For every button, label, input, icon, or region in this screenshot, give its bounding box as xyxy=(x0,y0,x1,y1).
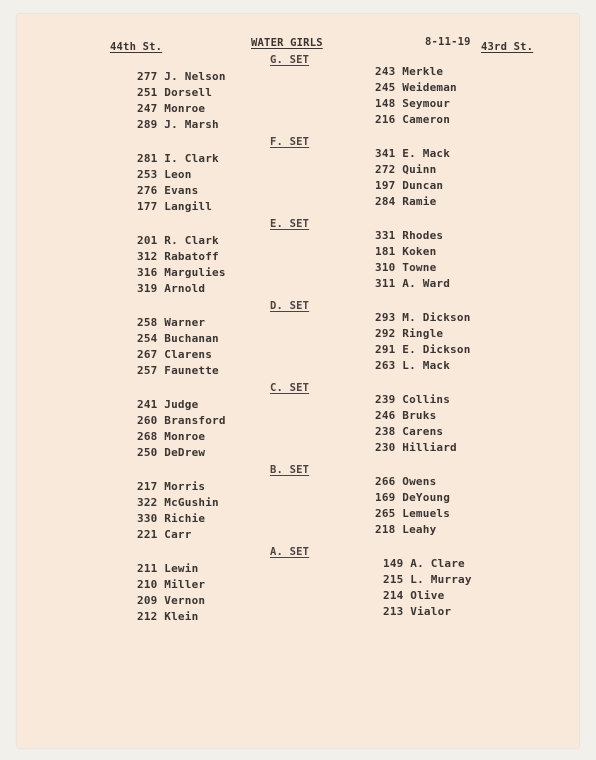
right-entry: 331 Rhodes xyxy=(375,229,444,242)
right-entry: 292 Ringle xyxy=(375,327,444,340)
left-entry: 276 Evans xyxy=(137,184,199,197)
left-entry: 319 Arnold xyxy=(137,282,206,295)
left-entry: 177 Langill xyxy=(137,200,213,213)
right-entry: 215 L. Murray xyxy=(383,573,472,586)
set-label: G. SET xyxy=(270,54,310,66)
set-label: E. SET xyxy=(270,218,310,230)
right-entry: 243 Merkle xyxy=(375,65,444,78)
right-entry: 310 Towne xyxy=(375,261,437,274)
right-entry: 213 Vialor xyxy=(383,605,452,618)
right-entry: 293 M. Dickson xyxy=(375,311,471,324)
left-entry: 241 Judge xyxy=(137,398,199,411)
right-entry: 311 A. Ward xyxy=(375,277,451,290)
right-entry: 245 Weideman xyxy=(375,81,457,94)
right-entry: 284 Ramie xyxy=(375,195,437,208)
header-title: WATER GIRLS xyxy=(251,37,323,49)
left-entry: 277 J. Nelson xyxy=(137,70,226,83)
right-entry: 266 Owens xyxy=(375,475,437,488)
left-entry: 260 Bransford xyxy=(137,414,226,427)
right-entry: 214 Olive xyxy=(383,589,445,602)
right-entry: 263 L. Mack xyxy=(375,359,451,372)
right-entry: 169 DeYoung xyxy=(375,491,451,504)
right-entry: 149 A. Clare xyxy=(383,557,465,570)
left-entry: 268 Monroe xyxy=(137,430,206,443)
set-label: B. SET xyxy=(270,464,310,476)
set-label: A. SET xyxy=(270,546,310,558)
left-entry: 212 Klein xyxy=(137,610,199,623)
set-label: F. SET xyxy=(270,136,310,148)
left-entry: 247 Monroe xyxy=(137,102,206,115)
left-entry: 322 McGushin xyxy=(137,496,219,509)
left-entry: 221 Carr xyxy=(137,528,192,541)
right-entry: 216 Cameron xyxy=(375,113,451,126)
right-entry: 239 Collins xyxy=(375,393,451,406)
right-entry: 265 Lemuels xyxy=(375,507,451,520)
left-entry: 209 Vernon xyxy=(137,594,206,607)
right-entry: 272 Quinn xyxy=(375,163,437,176)
typed-sheet xyxy=(17,14,579,748)
left-entry: 267 Clarens xyxy=(137,348,213,361)
left-entry: 257 Faunette xyxy=(137,364,219,377)
header-date: 8-11-19 xyxy=(425,36,471,48)
left-entry: 254 Buchanan xyxy=(137,332,219,345)
left-entry: 281 I. Clark xyxy=(137,152,219,165)
header-left-street: 44th St. xyxy=(110,41,163,53)
right-entry: 291 E. Dickson xyxy=(375,343,471,356)
left-entry: 289 J. Marsh xyxy=(137,118,219,131)
left-entry: 312 Rabatoff xyxy=(137,250,219,263)
left-entry: 201 R. Clark xyxy=(137,234,219,247)
header-right-street: 43rd St. xyxy=(481,41,534,53)
right-entry: 238 Carens xyxy=(375,425,444,438)
right-entry: 181 Koken xyxy=(375,245,437,258)
set-label: D. SET xyxy=(270,300,310,312)
left-entry: 253 Leon xyxy=(137,168,192,181)
left-entry: 210 Miller xyxy=(137,578,206,591)
right-entry: 197 Duncan xyxy=(375,179,444,192)
right-entry: 246 Bruks xyxy=(375,409,437,422)
left-entry: 316 Margulies xyxy=(137,266,226,279)
set-label: C. SET xyxy=(270,382,310,394)
left-entry: 251 Dorsell xyxy=(137,86,213,99)
left-entry: 258 Warner xyxy=(137,316,206,329)
right-entry: 218 Leahy xyxy=(375,523,437,536)
right-entry: 230 Hilliard xyxy=(375,441,457,454)
left-entry: 217 Morris xyxy=(137,480,206,493)
right-entry: 341 E. Mack xyxy=(375,147,451,160)
left-entry: 330 Richie xyxy=(137,512,206,525)
right-entry: 148 Seymour xyxy=(375,97,451,110)
left-entry: 250 DeDrew xyxy=(137,446,206,459)
left-entry: 211 Lewin xyxy=(137,562,199,575)
